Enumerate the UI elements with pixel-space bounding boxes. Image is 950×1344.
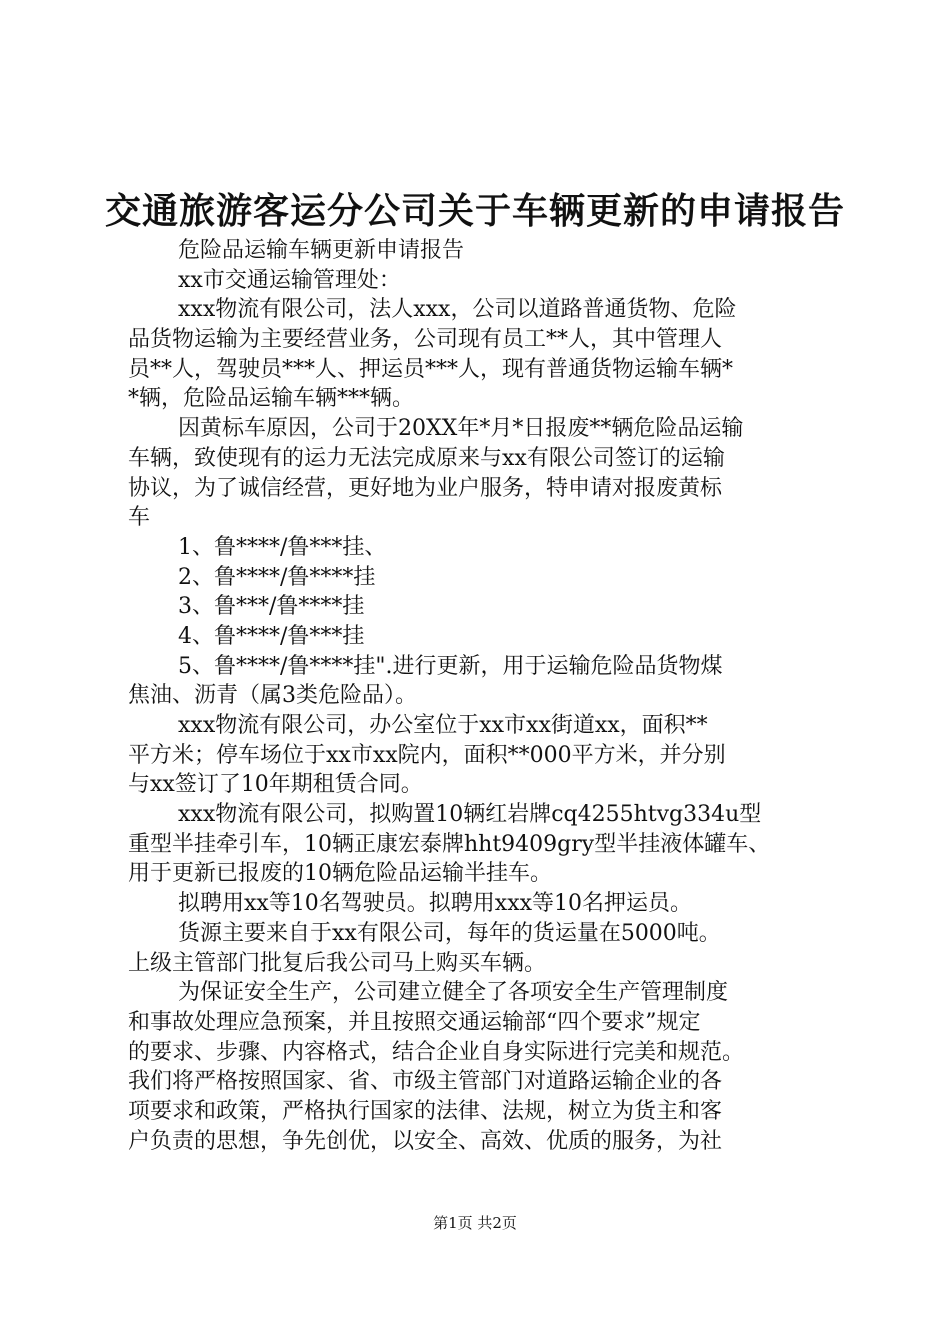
text-line: 与xx签订了10年期租赁合同。	[128, 772, 423, 798]
text-line: 我们将严格按照国家、省、市级主管部门对道路运输企业的各	[128, 1069, 723, 1095]
text-line: 的要求、步骤、内容格式，结合企业自身实际进行完美和规范。	[128, 1039, 745, 1065]
text-line: 用于更新已报废的10辆危险品运输半挂车。	[128, 861, 552, 887]
text-line: 平方米；停车场位于xx市xx院内，面积**000平方米，并分别	[128, 742, 726, 768]
text-line: 车	[128, 505, 151, 531]
page-footer	[0, 1212, 950, 1233]
text-line: *辆，危险品运输车辆***辆。	[128, 386, 415, 412]
text-line: xxx物流有限公司，法人xxx，公司以道路普通货物、危险	[178, 297, 737, 323]
text-line: 为保证安全生产，公司建立健全了各项安全生产管理制度	[178, 980, 729, 1006]
text-line: 户负责的思想，争先创优，以安全、高效、优质的服务，为社	[128, 1128, 723, 1154]
text-line: 重型半挂牵引车，10辆正康宏泰牌hht9409gry型半挂液体罐车、	[128, 831, 771, 857]
text-line: 2、鲁****/鲁****挂	[178, 564, 376, 590]
text-line: 上级主管部门批复后我公司马上购买车辆。	[128, 950, 547, 976]
text-line: 4、鲁****/鲁***挂	[178, 623, 365, 649]
text-line: 拟聘用xx等10名驾驶员。拟聘用xxx等10名押运员。	[178, 891, 693, 917]
text-line: 因黄标车原因，公司于20XX年*月*日报废**辆危险品运输	[178, 416, 744, 442]
text-line: 和事故处理应急预案，并且按照交通运输部“四个要求”规定	[128, 1009, 701, 1035]
text-line: 车辆，致使现有的运力无法完成原来与xx有限公司签订的运输	[128, 445, 725, 471]
text-line: xxx物流有限公司，拟购置10辆红岩牌cq4255htvg334u型	[178, 802, 762, 828]
document-title: 交通旅游客运分公司关于车辆更新的申请报告	[104, 191, 845, 232]
text-line: 品货物运输为主要经营业务，公司现有员工**人，其中管理人	[128, 327, 723, 353]
text-line: 5、鲁****/鲁****挂".进行更新，用于运输危险品货物煤	[178, 653, 723, 679]
text-line: xx市交通运输管理处：	[178, 267, 401, 293]
text-line: 协议，为了诚信经营，更好地为业户服务，特申请对报废黄标	[128, 475, 723, 501]
text-line: 项要求和政策，严格执行国家的法律、法规，树立为货主和客	[128, 1098, 723, 1124]
document-body	[128, 236, 838, 1156]
text-line: 员**人，驾驶员***人、押运员***人，现有普通货物运输车辆*	[128, 356, 734, 382]
text-line: 3、鲁***/鲁****挂	[178, 594, 365, 620]
text-line: xxx物流有限公司，办公室位于xx市xx街道xx，面积**	[178, 713, 708, 738]
text-line: 货源主要来自于xx有限公司，每年的货运量在5000吨。	[178, 920, 721, 946]
text-line: 焦油、沥青（属3类危险品）。	[128, 683, 417, 709]
text-line: 1、鲁****/鲁***挂、	[178, 534, 387, 560]
page-number: 第1页 共2页	[433, 1214, 517, 1232]
text-line: 危险品运输车辆更新申请报告	[178, 238, 465, 263]
